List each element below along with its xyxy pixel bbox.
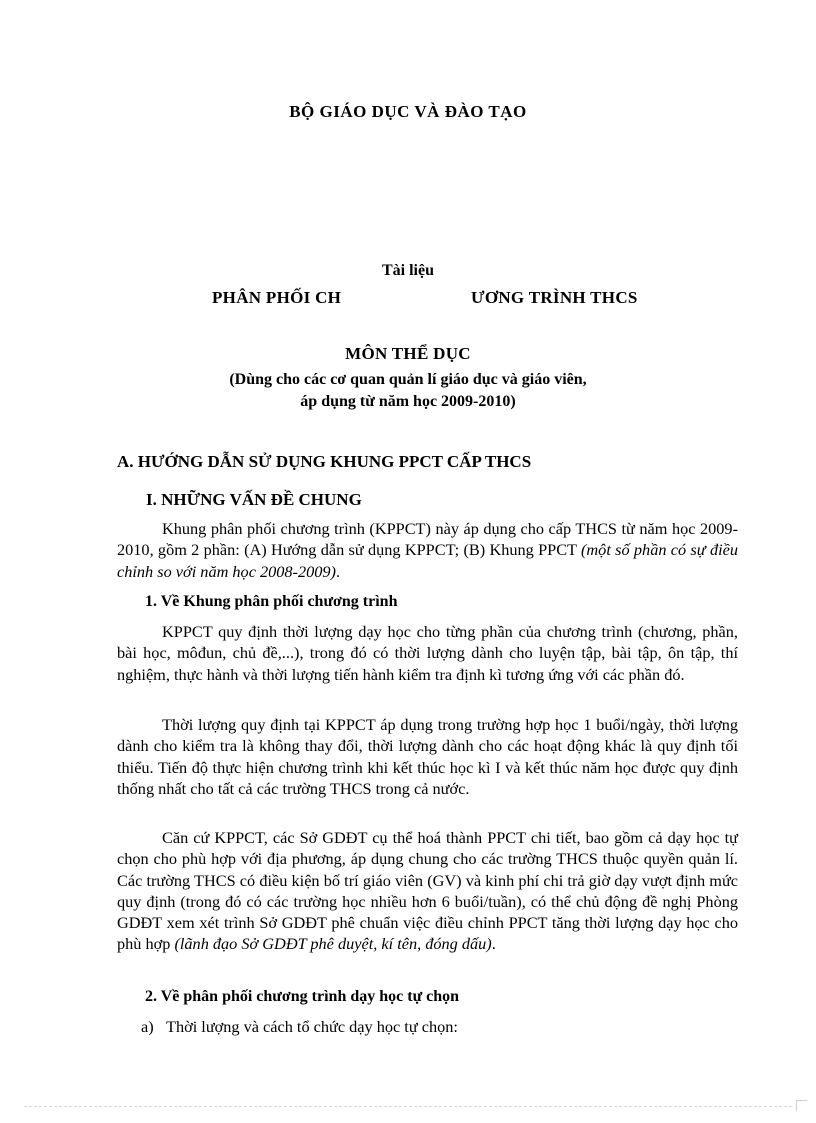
item-1-heading: 1. Về Khung phân phối chương trình xyxy=(145,593,398,610)
subject-title: MÔN THỂ DỤC xyxy=(345,344,471,363)
usage-note-line-1: (Dùng cho các cơ quan quản lí giáo dục và giáo viên, xyxy=(229,371,587,388)
document-title-part-1: PHÂN PHỐI CH xyxy=(212,288,342,307)
item-1-paragraph-3-italic-note: (lãnh đạo Sở GDĐT phê duyệt, kí tên, đóng dấu) xyxy=(174,934,492,954)
item-1-paragraph-1: KPPCT quy định thời lượng dạy học cho từng phần của chương trình (chương, phần, bài học, môđun, chủ đề,...), trong đó có thời lượng dành cho luyện tập, bài tập, ôn tập, thí nghiệm, thực hành và thời lượng tiến hành kiểm tra định kì tương ứng với các phần đó. xyxy=(117,622,738,684)
item-1-paragraph-3-text: Căn cứ KPPCT, các Sở GDĐT cụ thể hoá thành PPCT chi tiết, bao gồm cả dạy học tự chọn cho phù hợp với địa phương, áp dụng chung cho các trường THCS thuộc quyền quản lí. Các trường THCS có điều kiện bố trí giáo viên (GV) và kinh phí chi trả giờ dạy vượt định mức quy định (trong đó có các trường học nhiều hơn 6 buổi/tuần), có thể chủ động đề nghị Phòng GDĐT xem xét trình Sở GDĐT phê chuẩn việc điều chỉnh PPCT tăng thời lượng dạy học cho phù hợp xyxy=(117,828,738,954)
intro-period: . xyxy=(335,561,341,581)
item-1-paragraph-3 xyxy=(117,827,738,955)
intro-text: Khung phân phối chương trình (KPPCT) này áp dụng cho cấp THCS từ năm học 2009-2010, gồm 2 phần: (A) Hướng dẫn sử dụng KPPCT; (B) Khung PPCT xyxy=(117,519,738,560)
page-corner-mark xyxy=(796,1100,807,1111)
part-i-heading: I. NHỮNG VẤN ĐỀ CHUNG xyxy=(146,490,362,509)
section-a-heading: A. HƯỚNG DẪN SỬ DỤNG KHUNG PPCT CẤP THCS xyxy=(117,452,532,471)
item-2-heading: 2. Về phân phối chương trình dạy học tự chọn xyxy=(145,988,460,1005)
list-item-text: Thời lượng và cách tổ chức dạy học tự chọn: xyxy=(166,1017,458,1036)
page-bottom-rule xyxy=(24,1106,792,1107)
intro-italic-note: (một số phần có sự điều chỉnh so với năm học 2008-2009) xyxy=(117,540,738,581)
list-marker: a) xyxy=(141,1017,154,1036)
list-item-a xyxy=(141,1017,458,1037)
document-label: Tài liệu xyxy=(381,262,434,279)
item-1-paragraph-3-period: . xyxy=(491,934,496,954)
ministry-name: BỘ GIÁO DỤC VÀ ĐÀO TẠO xyxy=(289,102,527,121)
usage-note-line-2: áp dụng từ năm học 2009-2010) xyxy=(300,393,516,410)
document-title-part-2: ƯƠNG TRÌNH THCS xyxy=(471,288,638,307)
item-1-paragraph-2: Thời lượng quy định tại KPPCT áp dụng trong trường hợp học 1 buổi/ngày, thời lượng dành cho kiểm tra là không thay đổi, thời lượng dành cho các hoạt động khác là quy định tối thiểu. Tiến độ thực hiện chương trình khi kết thúc học kì I và kết thúc năm học được quy định thống nhất cho tất cả các trường THCS trong cả nước. xyxy=(117,715,738,798)
intro-paragraph xyxy=(117,518,738,582)
